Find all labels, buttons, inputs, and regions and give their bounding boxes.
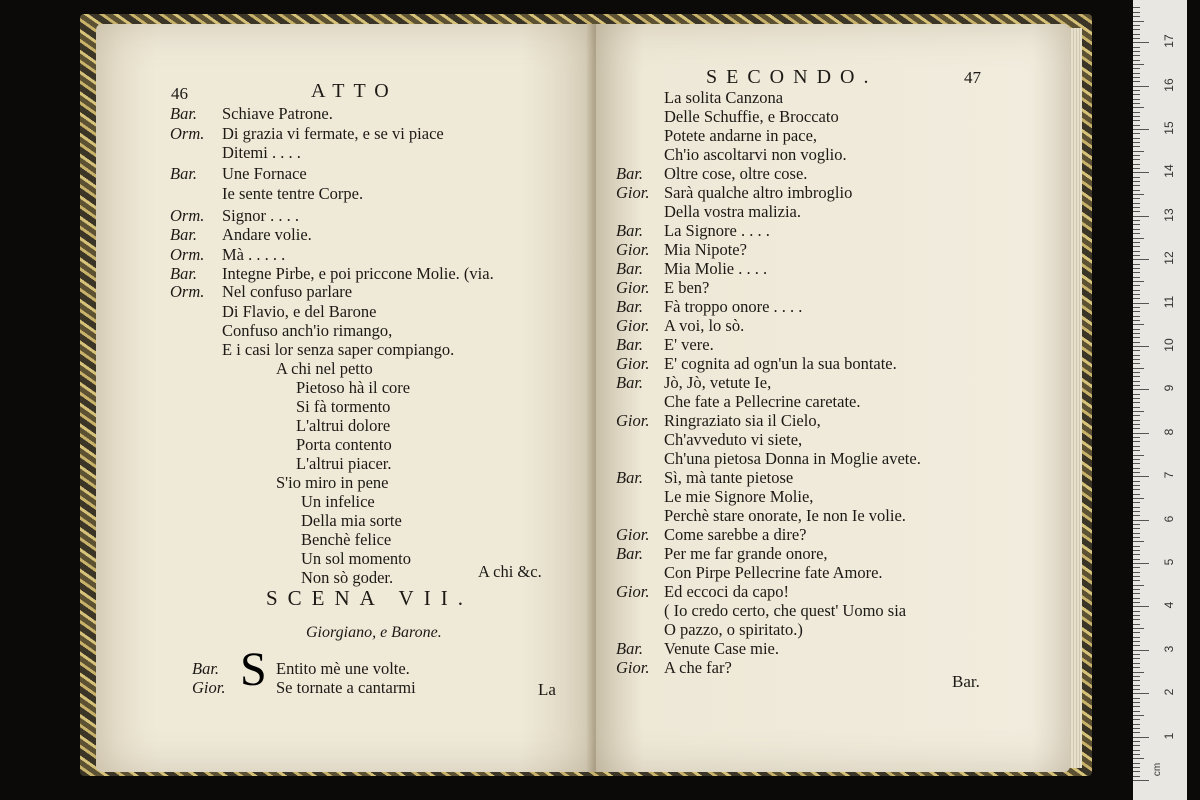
dialogue-line: Gior. Mia Nipote? <box>616 240 747 259</box>
ruler-tick <box>1133 381 1140 382</box>
ruler-number: 5 <box>1162 558 1176 566</box>
ruler-tick <box>1133 741 1140 742</box>
ruler-tick <box>1133 706 1140 707</box>
dialogue-line: Gior. A voi, lo sò. <box>616 316 745 335</box>
dialogue-line: Ditemi . . . . <box>222 143 301 162</box>
dialogue-line: Bar. Fà troppo onore . . . . <box>616 297 803 316</box>
dialogue-line: Bar. Venute Case mie. <box>616 639 780 658</box>
ruler-tick <box>1133 125 1140 126</box>
ruler-number: 12 <box>1162 251 1176 265</box>
page-edges <box>1068 28 1082 768</box>
ruler-tick <box>1133 172 1149 173</box>
dialogue-line: Orm. Nel confuso parlare <box>170 282 353 301</box>
aria-line: Un infelice <box>301 492 375 511</box>
ruler-tick <box>1133 151 1144 152</box>
ruler-tick <box>1133 385 1140 386</box>
ruler-tick <box>1133 264 1140 265</box>
ruler-tick <box>1133 524 1140 525</box>
dialogue-line: Della vostra malizia. <box>664 202 801 221</box>
ruler-tick <box>1133 73 1140 74</box>
ruler-tick <box>1133 68 1140 69</box>
ruler-tick <box>1133 632 1140 633</box>
dialogue-text: Se tornate a cantarmi <box>276 678 416 697</box>
ruler-number: 10 <box>1162 338 1176 352</box>
ruler-tick <box>1133 476 1149 477</box>
ruler-tick <box>1133 719 1140 720</box>
ruler-tick <box>1133 533 1140 534</box>
dialogue-line: Bar. Mia Molie . . . . <box>616 259 768 278</box>
ruler-tick <box>1133 698 1140 699</box>
ruler-tick <box>1133 316 1140 317</box>
ruler-tick <box>1133 177 1140 178</box>
ruler-tick <box>1133 350 1140 351</box>
ruler-tick <box>1133 433 1149 434</box>
dialogue-line: Bar. Schiave Patrone. <box>170 104 333 123</box>
ruler-tick <box>1133 554 1140 555</box>
ruler-tick <box>1133 164 1140 165</box>
ruler-tick <box>1133 724 1140 725</box>
ruler-tick <box>1133 776 1140 777</box>
aria-line: Un sol momento <box>301 549 411 568</box>
dialogue-line: Bar. Oltre cose, oltre cose. <box>616 164 808 183</box>
ruler-tick <box>1133 99 1140 100</box>
dialogue-line: Gior. <box>192 678 226 697</box>
ruler-tick <box>1133 663 1140 664</box>
ruler-tick <box>1133 611 1140 612</box>
ruler-tick <box>1133 21 1144 22</box>
ruler-tick <box>1133 168 1140 169</box>
ruler-tick <box>1133 754 1140 755</box>
ruler-tick <box>1133 507 1140 508</box>
ruler-tick <box>1133 346 1149 347</box>
ruler-tick <box>1133 745 1140 746</box>
ruler-tick <box>1133 394 1140 395</box>
ruler-tick <box>1133 407 1140 408</box>
aria-line: Della mia sorte <box>301 511 402 530</box>
ruler-number: 3 <box>1162 645 1176 653</box>
ruler-tick <box>1133 667 1140 668</box>
dialogue-line: Ch'avveduto vi siete, <box>664 430 803 449</box>
ruler-tick <box>1133 485 1140 486</box>
ruler-tick <box>1133 51 1140 52</box>
ruler-tick <box>1133 337 1140 338</box>
ruler-tick <box>1133 658 1140 659</box>
dialogue-line: Ie sente tentre Corpe. <box>222 184 364 203</box>
ruler-tick <box>1133 372 1140 373</box>
ruler-tick <box>1133 645 1140 646</box>
ruler-tick <box>1133 780 1149 781</box>
ruler-tick <box>1133 563 1149 564</box>
ruler-tick <box>1133 359 1140 360</box>
ruler-tick <box>1133 415 1140 416</box>
ruler-tick <box>1133 685 1140 686</box>
ruler-tick <box>1133 389 1149 390</box>
ruler-tick <box>1133 34 1140 35</box>
ruler-tick <box>1133 311 1140 312</box>
ruler-tick <box>1133 402 1140 403</box>
ruler-number: 17 <box>1162 34 1176 48</box>
dialogue-line: Delle Schuffie, e Broccato <box>664 107 839 126</box>
dialogue-line: Gior. Sarà qualche altro imbroglio <box>616 183 853 202</box>
ruler-tick <box>1133 672 1144 673</box>
dialogue-line: ( Io credo certo, che quest' Uomo sia <box>664 601 907 620</box>
aria-line: Non sò goder. <box>301 568 394 587</box>
aria-line: L'altrui dolore <box>296 416 391 435</box>
ruler-tick <box>1133 12 1140 13</box>
dialogue-line: Orm. Di grazia vi fermate, e se vi piace <box>170 124 444 143</box>
ruler-tick <box>1133 281 1144 282</box>
ruler-tick <box>1133 285 1140 286</box>
dialogue-line: O pazzo, o spiritato.) <box>664 620 803 639</box>
ruler-tick <box>1133 541 1144 542</box>
ruler-number: 9 <box>1162 385 1176 392</box>
ruler-tick <box>1133 333 1140 334</box>
ruler-tick <box>1133 90 1140 91</box>
ruler-tick <box>1133 559 1140 560</box>
ruler-tick <box>1133 767 1140 768</box>
ruler-tick <box>1133 324 1144 325</box>
ruler-tick <box>1133 185 1140 186</box>
ruler-tick <box>1133 763 1140 764</box>
ruler-tick <box>1133 463 1140 464</box>
dialogue-line: Bar. Jò, Jò, vetute Ie, <box>616 373 772 392</box>
ruler-tick <box>1133 750 1140 751</box>
right-page <box>596 24 1070 772</box>
ruler-tick <box>1133 602 1140 603</box>
ruler-tick <box>1133 42 1149 43</box>
ruler-tick <box>1133 619 1140 620</box>
ruler-tick <box>1133 472 1140 473</box>
ruler-tick <box>1133 468 1140 469</box>
dialogue-line: Orm. Signor . . . . <box>170 206 300 225</box>
ruler-tick <box>1133 428 1140 429</box>
dialogue-line: Che fate a Pellecrine caretate. <box>664 392 861 411</box>
dialogue-line: Gior. A che far? <box>616 658 732 677</box>
ruler-tick <box>1133 77 1140 78</box>
ruler-tick <box>1133 255 1140 256</box>
ruler-tick <box>1133 146 1140 147</box>
ruler-tick <box>1133 585 1144 586</box>
ruler-tick <box>1133 624 1140 625</box>
ruler-number: 14 <box>1162 164 1176 179</box>
dialogue-line: Gior. Ed eccoci da capo! <box>616 582 790 601</box>
ruler-tick <box>1133 537 1140 538</box>
ruler-tick <box>1133 368 1144 369</box>
ruler-tick <box>1133 320 1140 321</box>
ruler-tick <box>1133 693 1149 694</box>
dialogue-line: Gior. E' cognita ad ogn'un la sua bontate. <box>616 354 897 373</box>
ruler-tick <box>1133 494 1140 495</box>
aria-line: A chi nel petto <box>276 359 373 378</box>
ruler-tick <box>1133 481 1140 482</box>
scene-characters: Giorgiano, e Barone. <box>306 624 442 641</box>
ruler-tick <box>1133 307 1140 308</box>
ruler-tick <box>1133 572 1140 573</box>
ruler-tick <box>1133 224 1140 225</box>
ruler-number: 6 <box>1162 515 1176 522</box>
ruler-tick <box>1133 615 1140 616</box>
ruler-number: 16 <box>1162 77 1176 92</box>
ruler-tick <box>1133 47 1140 48</box>
dialogue-line: Le mie Signore Molie, <box>664 487 814 506</box>
aria-line: Si fà tormento <box>296 397 391 416</box>
ruler-tick <box>1133 277 1140 278</box>
ruler-tick <box>1133 628 1144 629</box>
ruler-number: 8 <box>1162 428 1176 436</box>
ruler-tick <box>1133 441 1140 442</box>
dialogue-line: La solita Canzona <box>664 88 784 107</box>
dialogue-line: Bar. Sì, mà tante pietose <box>616 468 794 487</box>
ruler-tick <box>1133 580 1140 581</box>
ruler-tick <box>1133 207 1140 208</box>
ruler-tick <box>1133 446 1140 447</box>
ruler-tick <box>1133 298 1140 299</box>
ruler-tick <box>1133 737 1149 738</box>
ruler-number: 2 <box>1162 688 1176 696</box>
dialogue-text: Entito mè une volte. <box>276 659 410 678</box>
ruler-tick <box>1133 606 1149 607</box>
ruler-number: 11 <box>1162 295 1176 308</box>
running-header: SECONDO. <box>706 66 878 88</box>
ruler-tick <box>1133 459 1140 460</box>
dialogue-line: Bar. Une Fornace <box>170 164 307 183</box>
ruler-tick <box>1133 650 1149 651</box>
ruler-tick <box>1133 329 1140 330</box>
ruler-tick <box>1133 528 1140 529</box>
dialogue-line: Ch'una pietosa Donna in Moglie avete. <box>664 449 921 468</box>
ruler-tick <box>1133 112 1140 113</box>
ruler-tick <box>1133 272 1140 273</box>
aria-line: L'altrui piacer. <box>296 454 392 473</box>
ruler-tick <box>1133 502 1140 503</box>
ruler-tick <box>1133 342 1140 343</box>
ruler-number: 13 <box>1162 208 1176 222</box>
ruler-tick <box>1133 363 1140 364</box>
dialogue-line: Orm. Mà . . . . . <box>170 245 286 264</box>
ruler-tick <box>1133 86 1149 87</box>
dialogue-line: Gior. E ben? <box>616 278 710 297</box>
dialogue-line: Bar. <box>192 659 220 678</box>
ruler-tick <box>1133 216 1149 217</box>
ruler-tick <box>1133 120 1140 121</box>
ruler-tick <box>1133 511 1140 512</box>
ruler-tick <box>1133 546 1140 547</box>
ruler-tick <box>1133 238 1144 239</box>
measuring-ruler <box>1133 0 1187 800</box>
ruler-tick <box>1133 155 1140 156</box>
ruler-tick <box>1133 520 1149 521</box>
dialogue-line: Gior. Come sarebbe a dire? <box>616 525 807 544</box>
ruler-tick <box>1133 593 1140 594</box>
ruler-tick <box>1133 242 1140 243</box>
dialogue-line: Confuso anch'io rimango, <box>222 321 393 340</box>
ruler-number: 1 <box>1162 732 1176 739</box>
ruler-tick <box>1133 203 1140 204</box>
ruler-tick <box>1133 589 1140 590</box>
ruler-tick <box>1133 576 1140 577</box>
ruler-tick <box>1133 129 1149 130</box>
dialogue-line: Bar. Andare volie. <box>170 225 312 244</box>
ruler-tick <box>1133 116 1140 117</box>
ruler-tick <box>1133 450 1140 451</box>
page-number: 46 <box>171 84 188 103</box>
drop-cap: S <box>240 643 267 696</box>
ruler-tick <box>1133 60 1140 61</box>
ruler-tick <box>1133 103 1140 104</box>
dialogue-line: E i casi lor senza saper compiango. <box>222 340 455 359</box>
ruler-tick <box>1133 211 1140 212</box>
ruler-tick <box>1133 194 1144 195</box>
catchword: Bar. <box>952 672 980 691</box>
ruler-tick <box>1133 758 1144 759</box>
ruler-unit: cm <box>1152 762 1164 777</box>
ruler-tick <box>1133 198 1140 199</box>
ruler-tick <box>1133 138 1140 139</box>
aria-da-capo: A chi &c. <box>478 562 542 581</box>
ruler-number: 15 <box>1162 121 1176 135</box>
ruler-tick <box>1133 233 1140 234</box>
ruler-number: 4 <box>1162 602 1176 609</box>
dialogue-line: Bar. E' vere. <box>616 335 714 354</box>
dialogue-line: Bar. La Signore . . . . <box>616 221 770 240</box>
aria-line: S'io miro in pene <box>276 473 389 492</box>
dialogue-line: Potete andarne in pace, <box>664 126 818 145</box>
ruler-tick <box>1133 29 1140 30</box>
aria-line: Porta contento <box>296 435 392 454</box>
ruler-tick <box>1133 641 1140 642</box>
ruler-tick <box>1133 420 1140 421</box>
ruler-tick <box>1133 55 1140 56</box>
ruler-tick <box>1133 567 1140 568</box>
ruler-tick <box>1133 94 1140 95</box>
ruler-tick <box>1133 229 1140 230</box>
page-number: 47 <box>964 68 981 87</box>
ruler-tick <box>1133 654 1140 655</box>
ruler-tick <box>1133 290 1140 291</box>
scene-title: SCENA VII. <box>266 586 473 610</box>
ruler-tick <box>1133 598 1140 599</box>
ruler-tick <box>1133 107 1144 108</box>
ruler-tick <box>1133 550 1140 551</box>
dialogue-line: Gior. Ringraziato sia il Cielo, <box>616 411 821 430</box>
ruler-tick <box>1133 268 1140 269</box>
ruler-tick <box>1133 515 1140 516</box>
ruler-tick <box>1133 689 1140 690</box>
ruler-tick <box>1133 38 1140 39</box>
ruler-tick <box>1133 181 1140 182</box>
aria-line: Benchè felice <box>301 530 392 549</box>
ruler-tick <box>1133 142 1140 143</box>
running-header: ATTO <box>311 80 398 102</box>
ruler-tick <box>1133 489 1140 490</box>
ruler-tick <box>1133 7 1140 8</box>
ruler-tick <box>1133 259 1149 260</box>
ruler-tick <box>1133 711 1140 712</box>
ruler-tick <box>1133 355 1140 356</box>
dialogue-line: Bar. Per me far grande onore, <box>616 544 828 563</box>
ruler-tick <box>1133 728 1140 729</box>
ruler-tick <box>1133 133 1140 134</box>
dialogue-line: Perchè stare onorate, Ie non Ie volie. <box>664 506 906 525</box>
dialogue-line: Bar. Integne Pirbe, e poi priccone Molie. (via. <box>170 264 494 283</box>
catchword: La <box>538 680 556 699</box>
ruler-tick <box>1133 376 1140 377</box>
ruler-tick <box>1133 702 1140 703</box>
ruler-tick <box>1133 16 1140 17</box>
ruler-tick <box>1133 220 1140 221</box>
aria-line: Pietoso hà il core <box>296 378 411 397</box>
ruler-tick <box>1133 680 1140 681</box>
ruler-tick <box>1133 303 1149 304</box>
ruler-tick <box>1133 25 1140 26</box>
ruler-tick <box>1133 190 1140 191</box>
ruler-tick <box>1133 437 1140 438</box>
ruler-tick <box>1133 637 1140 638</box>
ruler-tick <box>1133 159 1140 160</box>
ruler-tick <box>1133 294 1140 295</box>
ruler-tick <box>1133 498 1144 499</box>
ruler-number: 7 <box>1162 471 1176 479</box>
ruler-tick <box>1133 715 1144 716</box>
ruler-tick <box>1133 455 1144 456</box>
ruler-tick <box>1133 424 1140 425</box>
dialogue-line: Con Pirpe Pellecrine fate Amore. <box>664 563 883 582</box>
ruler-tick <box>1133 398 1140 399</box>
dialogue-line: Di Flavio, e del Barone <box>222 302 377 321</box>
ruler-tick <box>1133 251 1140 252</box>
ruler-tick <box>1133 246 1140 247</box>
ruler-tick <box>1133 676 1140 677</box>
left-page <box>96 24 596 772</box>
ruler-tick <box>1133 732 1140 733</box>
dialogue-line: Ch'io ascoltarvi non voglio. <box>664 145 847 164</box>
ruler-tick <box>1133 81 1140 82</box>
ruler-tick <box>1133 411 1144 412</box>
ruler-tick <box>1133 771 1140 772</box>
ruler-tick <box>1133 64 1144 65</box>
